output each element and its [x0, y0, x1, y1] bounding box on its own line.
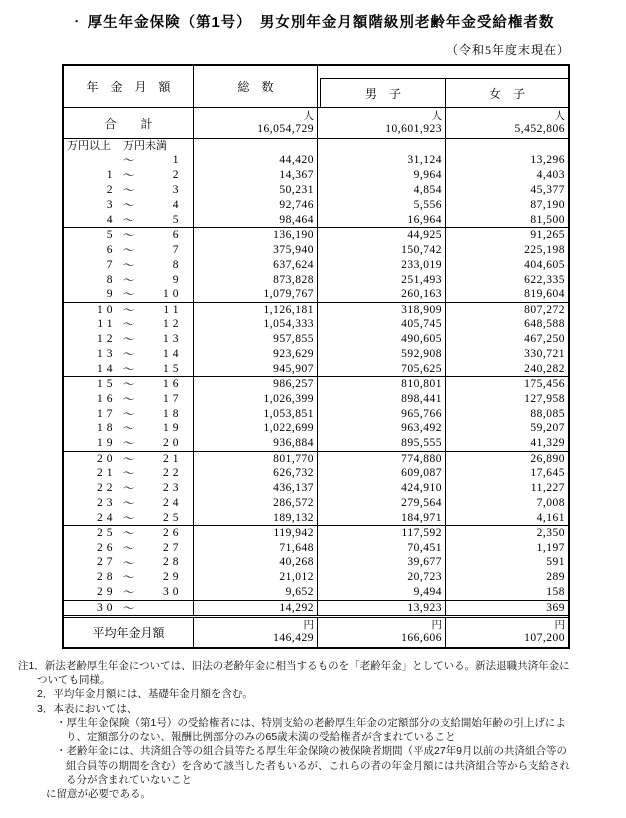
total-count: 44,420	[194, 153, 318, 168]
pension-table	[62, 64, 570, 649]
page-title-text: 厚生年金保険（第1号） 男女別年金月額階級別老齢年金受給権者数	[87, 15, 555, 31]
total-count: 189,132	[194, 510, 318, 525]
total-count: 957,855	[194, 332, 318, 347]
table-row	[64, 272, 568, 287]
range-label: 17 ～ 18	[64, 406, 194, 421]
female-count: 4,161	[536, 511, 565, 524]
total-count: 98,464	[194, 213, 318, 228]
male-count: 898,441	[318, 391, 446, 406]
tilde: ～	[122, 215, 135, 228]
total-count: 1,053,851	[194, 406, 318, 421]
table-row	[64, 198, 568, 213]
total-count: 923,629	[194, 347, 318, 362]
footnotes	[0, 659, 626, 802]
date-note: （令和5年度末現在）	[445, 43, 570, 57]
title-bullet-icon: ・	[71, 17, 83, 28]
total-count: 945,907	[194, 361, 318, 376]
footnote-line: り、定額部分のない、報酬比例部分のみの65歳未満の受給権者が含まれていること	[66, 731, 456, 744]
total-count: 936,884	[194, 436, 318, 451]
total-row-label: 合 計	[64, 108, 194, 138]
tilde: ～	[122, 274, 135, 287]
range-label: 27 ～ 28	[64, 555, 194, 570]
table-row	[64, 466, 568, 481]
tilde: ～	[122, 363, 135, 376]
footnote-line: 2．平均年金月額には、基礎年金月額を含む。	[37, 688, 253, 701]
table-row	[64, 436, 568, 451]
tilde: ～	[122, 155, 135, 168]
range-unit-labels: 万円以上 万円未満	[64, 139, 194, 153]
page-title	[0, 11, 626, 32]
tilde: ～	[122, 259, 135, 272]
total-count: 9,652	[194, 585, 318, 600]
female-count: 591	[546, 556, 565, 569]
female-count: 87,190	[530, 199, 565, 212]
total-count: 1,079,767	[194, 287, 318, 302]
female-count: 369	[546, 601, 565, 614]
table-row	[64, 317, 568, 332]
page	[0, 11, 626, 818]
range-label: 10 ～ 11	[64, 303, 194, 317]
male-count: 9,964	[318, 168, 446, 183]
total-count-all: 人 16,054,729	[194, 108, 318, 138]
female-count: 467,250	[524, 333, 565, 346]
total-count: 92,746	[194, 198, 318, 213]
male-count: 9,494	[318, 585, 446, 600]
total-count: 40,268	[194, 555, 318, 570]
table-row	[64, 540, 568, 555]
female-count: 26,890	[530, 452, 565, 465]
range-label: 24 ～ 25	[64, 510, 194, 525]
table-header-row	[64, 66, 568, 108]
total-count: 1,054,333	[194, 317, 318, 332]
female-count: 289	[546, 571, 565, 584]
tilde: ～	[122, 349, 135, 362]
range-label: 2 ～ 3	[64, 183, 194, 198]
female-count: 7,008	[536, 496, 565, 509]
table-row	[64, 391, 568, 406]
female-count: 2,350	[536, 527, 565, 540]
range-label: 7 ～ 8	[64, 257, 194, 272]
range-label: 22 ～ 23	[64, 481, 194, 496]
male-count: 774,880	[318, 452, 446, 466]
table-row	[64, 183, 568, 198]
range-label: 14 ～ 15	[64, 361, 194, 376]
col-header-male: 男 子	[321, 79, 446, 107]
male-count: 405,745	[318, 317, 446, 332]
male-count: 5,556	[318, 198, 446, 213]
total-row	[64, 108, 568, 139]
male-count: 279,564	[318, 495, 446, 510]
tilde: ～	[122, 528, 135, 541]
female-count: 240,282	[524, 362, 565, 375]
female-count: 41,329	[530, 437, 565, 450]
range-label: 28 ～ 29	[64, 570, 194, 585]
total-count: 637,624	[194, 257, 318, 272]
range-label: 13 ～ 14	[64, 347, 194, 362]
range-label: 29 ～ 30	[64, 585, 194, 600]
male-count: 16,964	[318, 213, 446, 228]
tilde: ～	[122, 334, 135, 347]
female-count: 4,403	[536, 169, 565, 182]
tilde: ～	[122, 170, 135, 183]
female-count: 622,335	[524, 273, 565, 286]
table-row	[64, 227, 568, 242]
total-count: 21,012	[194, 570, 318, 585]
footnote-line: 注1．新法老齢厚生年金については、旧法の老齢年金に相当するものを「老齢年金」としている。新法退職共済年金に	[18, 659, 570, 672]
male-count: 318,909	[318, 303, 446, 317]
tilde: ～	[122, 289, 135, 302]
tilde: ～	[122, 185, 135, 198]
col-header-pension-amount: 年 金 月 額	[64, 66, 194, 107]
average-amount-all: 円 146,429	[194, 618, 318, 647]
total-count: 1,126,181	[194, 303, 318, 317]
male-count: 117,592	[318, 526, 446, 540]
total-count: 873,828	[194, 272, 318, 287]
total-count: 71,648	[194, 540, 318, 555]
unit-label-persons: 人	[554, 110, 565, 122]
female-count: 127,958	[524, 392, 565, 405]
table-row	[64, 585, 568, 600]
range-label: 9 ～ 10	[64, 287, 194, 302]
male-count: 965,766	[318, 406, 446, 421]
male-count: 70,451	[318, 540, 446, 555]
total-count: 1,026,399	[194, 391, 318, 406]
male-count: 251,493	[318, 272, 446, 287]
male-count: 424,910	[318, 481, 446, 496]
tilde: ～	[122, 304, 135, 317]
range-label: 21 ～ 22	[64, 466, 194, 481]
footnote-line: 組合員等の期間を含む）を含めて該当した者もいるが、これらの者の年金月額には共済組合等から支給され	[66, 759, 570, 772]
tilde: ～	[122, 587, 135, 600]
male-count: 592,908	[318, 347, 446, 362]
range-label: 26 ～ 27	[64, 540, 194, 555]
table-row	[64, 302, 568, 317]
range-label: 18 ～ 19	[64, 421, 194, 436]
unit-label-yen: 円	[554, 619, 565, 631]
tilde: ～	[122, 453, 135, 466]
male-count: 4,854	[318, 183, 446, 198]
female-count: 81,500	[530, 214, 565, 226]
total-count: 50,231	[194, 183, 318, 198]
tilde: ～	[122, 319, 135, 332]
table-row	[64, 495, 568, 510]
male-count: 150,742	[318, 242, 446, 257]
female-count: 1,197	[536, 541, 565, 554]
male-count: 44,925	[318, 228, 446, 242]
range-label: 11 ～ 12	[64, 317, 194, 332]
male-count: 20,723	[318, 570, 446, 585]
range-label: 19 ～ 20	[64, 436, 194, 451]
footnote-line: ・厚生年金保険（第1号）の受給権者には、特別支給の老齢厚生年金の定額部分の支給開始年齢の引上げによ	[56, 716, 566, 729]
male-count: 810,801	[318, 377, 446, 391]
average-row-label: 平均年金月額	[64, 618, 194, 647]
male-count: 490,605	[318, 332, 446, 347]
male-count: 895,555	[318, 436, 446, 451]
range-label: 30 ～	[64, 601, 194, 615]
range-label: 15 ～ 16	[64, 377, 194, 391]
total-count-female: 人 5,452,806	[514, 110, 565, 135]
unit-label-yen: 円	[303, 619, 314, 631]
average-amount-female: 円 107,200	[524, 619, 565, 644]
total-count-male: 人 10,601,923	[318, 108, 446, 138]
footnote-line: る分が含まれていないこと	[66, 773, 192, 786]
male-count: 609,087	[318, 466, 446, 481]
male-female-group-box	[320, 78, 568, 107]
total-count: 119,942	[194, 526, 318, 540]
male-count: 39,677	[318, 555, 446, 570]
range-label: 6 ～ 7	[64, 242, 194, 257]
male-count: 233,019	[318, 257, 446, 272]
total-count: 136,190	[194, 228, 318, 242]
table-row	[64, 406, 568, 421]
range-label: 25 ～ 26	[64, 526, 194, 540]
female-count: 330,721	[524, 348, 565, 361]
male-count: 260,163	[318, 287, 446, 302]
male-count: 705,625	[318, 361, 446, 376]
tilde: ～	[122, 408, 135, 421]
tilde: ～	[122, 602, 135, 615]
total-count: 286,572	[194, 495, 318, 510]
footnote-line: ついても同様。	[37, 673, 111, 686]
footnote-line: 3．本表においては、	[37, 702, 138, 715]
female-count: 11,227	[530, 482, 565, 495]
table-row	[64, 213, 568, 228]
col-header-total: 総 数	[194, 66, 318, 107]
table-row	[64, 510, 568, 525]
range-label: 5 ～ 6	[64, 228, 194, 242]
table-row	[64, 361, 568, 376]
total-count: 14,367	[194, 168, 318, 183]
total-count: 1,022,699	[194, 421, 318, 436]
tilde: ～	[122, 423, 135, 436]
range-unit-header-row	[64, 139, 568, 153]
footnote-line: に留意が必要である。	[46, 788, 151, 801]
col-header-female: 女 子	[488, 86, 525, 101]
range-label: 3 ～ 4	[64, 198, 194, 213]
female-count: 819,604	[524, 288, 565, 301]
total-count: 801,770	[194, 452, 318, 466]
table-row	[64, 347, 568, 362]
table-row	[64, 168, 568, 183]
female-count: 404,605	[524, 258, 565, 271]
table-row	[64, 525, 568, 540]
table-row	[64, 451, 568, 466]
table-body	[64, 153, 568, 615]
female-count: 13,296	[530, 154, 565, 167]
female-count: 17,645	[530, 467, 565, 480]
total-count: 375,940	[194, 242, 318, 257]
table-row	[64, 257, 568, 272]
unit-label-yen: 円	[431, 619, 442, 631]
female-count: 648,588	[524, 318, 565, 331]
tilde: ～	[122, 438, 135, 451]
female-count: 225,198	[524, 243, 565, 256]
male-count: 963,492	[318, 421, 446, 436]
tilde: ～	[122, 572, 135, 585]
table-row	[64, 376, 568, 391]
total-count: 626,732	[194, 466, 318, 481]
unit-label-persons: 人	[431, 110, 442, 122]
tilde: ～	[122, 468, 135, 481]
average-row	[64, 615, 568, 647]
female-count: 45,377	[530, 184, 565, 197]
range-label: 20 ～ 21	[64, 452, 194, 466]
female-count: 807,272	[524, 303, 565, 316]
tilde: ～	[122, 542, 135, 555]
male-count: 13,923	[318, 601, 446, 615]
tilde: ～	[122, 497, 135, 510]
table-row	[64, 332, 568, 347]
range-label: 8 ～ 9	[64, 272, 194, 287]
table-row	[64, 287, 568, 302]
female-count: 175,456	[524, 378, 565, 391]
total-count: 14,292	[194, 601, 318, 615]
table-row	[64, 153, 568, 168]
female-count: 158	[546, 586, 565, 599]
range-label: ～ 1	[64, 153, 194, 168]
range-label: 1 ～ 2	[64, 168, 194, 183]
range-label: 23 ～ 24	[64, 495, 194, 510]
tilde: ～	[122, 244, 135, 257]
table-row	[64, 555, 568, 570]
tilde: ～	[122, 557, 135, 570]
total-count: 436,137	[194, 481, 318, 496]
range-label: 16 ～ 17	[64, 391, 194, 406]
table-row	[64, 481, 568, 496]
female-count: 59,207	[530, 422, 565, 435]
total-count: 986,257	[194, 377, 318, 391]
table-row	[64, 570, 568, 585]
unit-label-persons: 人	[303, 110, 314, 122]
table-row	[64, 242, 568, 257]
male-count: 31,124	[318, 153, 446, 168]
range-label: 4 ～ 5	[64, 213, 194, 228]
male-female-group	[318, 66, 568, 107]
tilde: ～	[122, 379, 135, 392]
female-count: 88,085	[530, 407, 565, 420]
tilde: ～	[122, 200, 135, 213]
male-count: 184,971	[318, 510, 446, 525]
range-label: 12 ～ 13	[64, 332, 194, 347]
tilde: ～	[122, 512, 135, 525]
tilde: ～	[122, 393, 135, 406]
tilde: ～	[122, 230, 135, 243]
table-row	[64, 421, 568, 436]
tilde: ～	[122, 483, 135, 496]
female-count: 91,265	[530, 229, 565, 242]
average-amount-male: 円 166,606	[318, 618, 446, 647]
footnote-line: ・老齢年金には、共済組合等の組合員等たる厚生年金保険の被保険者期間（平成27年9月以前の共済組合等の	[56, 745, 568, 758]
table-row	[64, 600, 568, 615]
